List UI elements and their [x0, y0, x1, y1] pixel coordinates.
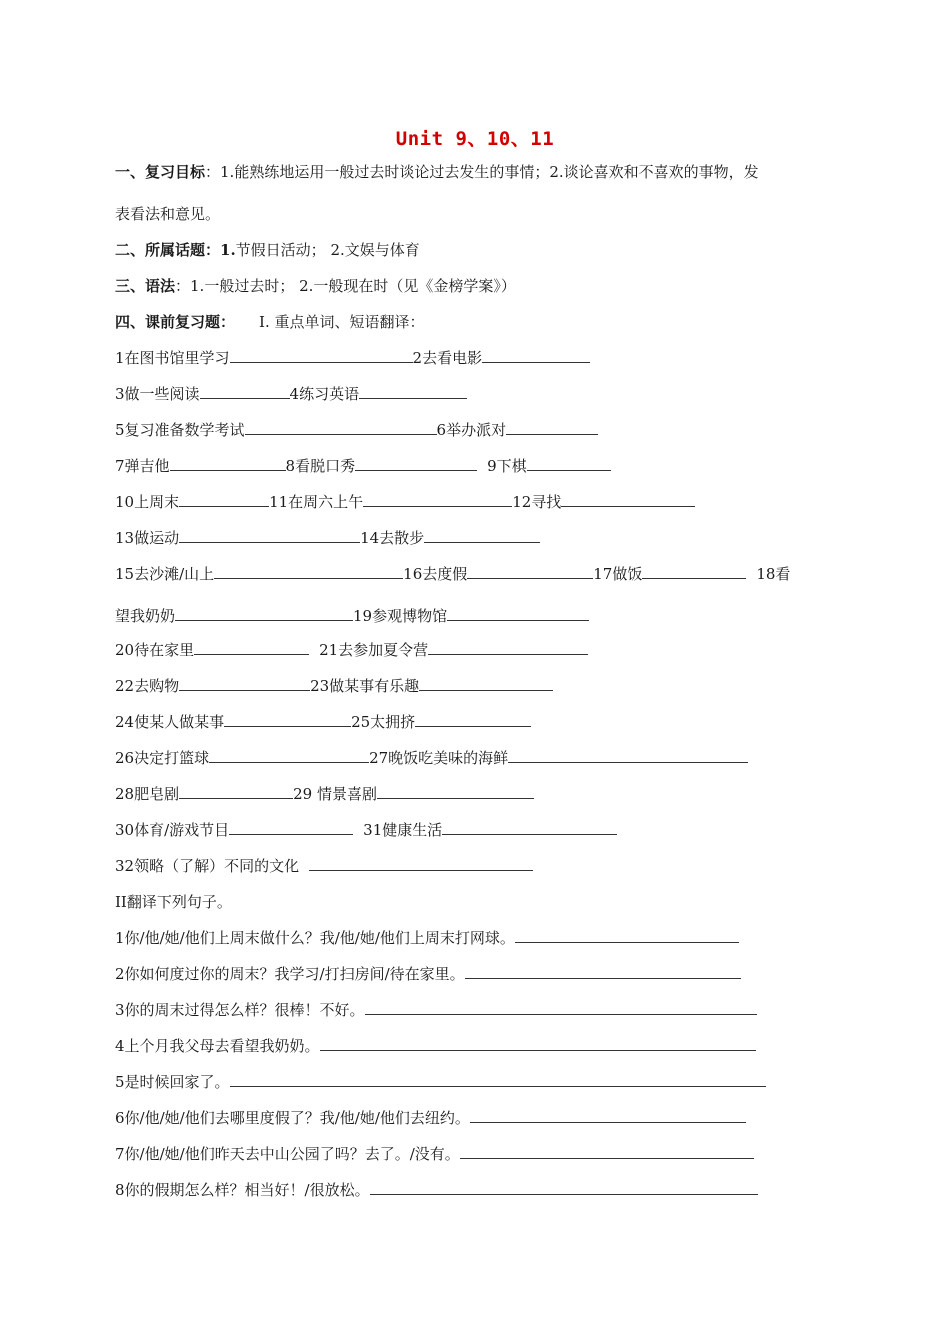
phrase-21: 21去参加夏令营 [319, 641, 429, 659]
phrase-7: 7弹吉他 [115, 457, 170, 475]
answer-blank[interactable] [209, 748, 369, 763]
phrase-27: 27晚饭吃美味的海鲜 [369, 749, 509, 767]
answer-blank[interactable] [419, 676, 553, 691]
sentence-2: 2你如何度过你的周末？我学习/打扫房间/待在家里。 [115, 965, 465, 983]
answer-blank[interactable] [355, 456, 477, 471]
phrase-14: 14去散步 [360, 529, 425, 547]
topics-text: 节假日活动； 2.文娱与体育 [235, 241, 420, 259]
answer-blank[interactable] [415, 712, 531, 727]
phrase-28: 28肥皂剧 [115, 785, 180, 803]
phrase-31: 31健康生活 [363, 821, 443, 839]
phrase-4: 4练习英语 [289, 385, 360, 403]
answer-blank[interactable] [200, 384, 290, 399]
phrase-13: 13做运动 [115, 529, 180, 547]
answer-blank[interactable] [508, 748, 748, 763]
phrase-row [115, 384, 467, 404]
sentence-3: 3你的周末过得怎么样？很棒！不好。 [115, 1001, 365, 1019]
answer-blank[interactable] [245, 420, 437, 435]
answer-blank[interactable] [370, 1180, 758, 1195]
review-goals-label: 一、复习目标 [115, 163, 206, 181]
answer-blank[interactable] [320, 1036, 756, 1051]
answer-blank[interactable] [365, 1000, 757, 1015]
phrase-15: 15去沙滩/山上 [115, 565, 215, 583]
sentence-row [115, 1180, 758, 1200]
phrase-25: 25太拥挤 [351, 713, 416, 731]
answer-blank[interactable] [179, 784, 293, 799]
answer-blank[interactable] [460, 1144, 754, 1159]
sentence-row [115, 928, 739, 948]
answer-blank[interactable] [467, 564, 593, 579]
answer-blank[interactable] [561, 492, 695, 507]
answer-blank[interactable] [482, 348, 590, 363]
phrase-19: 19参观博物馆 [353, 607, 448, 625]
topics [115, 240, 420, 260]
phrase-row [115, 420, 598, 440]
phrase-6: 6举办派对 [436, 421, 507, 439]
sentence-4: 4上个月我父母去看望我奶奶。 [115, 1037, 320, 1055]
answer-blank[interactable] [179, 676, 310, 691]
answer-blank[interactable] [175, 606, 353, 621]
phrase-row [115, 856, 533, 876]
sentence-5: 5是时候回家了。 [115, 1073, 230, 1091]
part2-heading: II翻译下列句子。 [115, 893, 232, 911]
phrase-12: 12寻找 [512, 493, 562, 511]
phrase-row [115, 564, 790, 584]
phrase-5: 5复习准备数学考试 [115, 421, 245, 439]
answer-blank[interactable] [642, 564, 746, 579]
answer-blank[interactable] [229, 820, 353, 835]
review-goals-text: ：1.能熟练地运用一般过去时谈论过去发生的事情；2.谈论喜欢和不喜欢的事物，发 [205, 163, 759, 181]
sentence-8: 8你的假期怎么样？相当好！/很放松。 [115, 1181, 370, 1199]
phrase-23: 23做某事有乐趣 [310, 677, 420, 695]
answer-blank[interactable] [527, 456, 611, 471]
review-goals [115, 162, 759, 182]
phrase-8: 8看脱口秀 [285, 457, 356, 475]
phrase-3: 3做一些阅读 [115, 385, 200, 403]
phrase-row [115, 528, 540, 548]
phrase-30: 30体育/游戏节目 [115, 821, 230, 839]
sentence-1: 1你/他/她/他们上周末做什么？我/他/她/他们上周末打网球。 [115, 929, 515, 947]
phrase-32: 32领略（了解）不同的文化 [115, 857, 300, 875]
sentence-row [115, 1000, 757, 1020]
phrase-18-cont: 望我奶奶 [115, 607, 176, 625]
answer-blank[interactable] [442, 820, 617, 835]
phrase-1: 1在图书馆里学习 [115, 349, 230, 367]
phrase-row [115, 456, 611, 476]
phrase-22: 22去购物 [115, 677, 180, 695]
sentence-6: 6你/他/她/他们去哪里度假了？我/他/她/他们去纽约。 [115, 1109, 470, 1127]
grammar-label: 三、语法 [115, 277, 176, 295]
sentence-row [115, 1072, 766, 1092]
phrase-2: 2去看电影 [412, 349, 483, 367]
answer-blank[interactable] [170, 456, 286, 471]
phrase-row [115, 348, 590, 368]
grammar-text: ：1.一般过去时； 2.一般现在时（见《金榜学案》） [175, 277, 516, 295]
phrase-row [115, 748, 748, 768]
phrase-row [115, 820, 617, 840]
phrase-row [115, 640, 588, 660]
preview-exercises [115, 312, 424, 332]
answer-blank[interactable] [506, 420, 598, 435]
answer-blank[interactable] [470, 1108, 746, 1123]
phrase-20: 20待在家里 [115, 641, 195, 659]
sentence-row [115, 1108, 746, 1128]
answer-blank[interactable] [377, 784, 534, 799]
answer-blank[interactable] [309, 856, 533, 871]
grammar [115, 276, 516, 296]
phrase-row [115, 784, 534, 804]
review-goals-cont: 表看法和意见。 [115, 205, 221, 223]
answer-blank[interactable] [179, 528, 360, 543]
answer-blank[interactable] [363, 492, 512, 507]
page-title: Unit 9、10、11 [395, 128, 555, 150]
sentence-row [115, 1144, 754, 1164]
phrase-row [115, 712, 531, 732]
answer-blank[interactable] [359, 384, 467, 399]
phrase-row [115, 492, 695, 512]
answer-blank[interactable] [194, 640, 309, 655]
phrase-26: 26决定打篮球 [115, 749, 210, 767]
answer-blank[interactable] [224, 712, 351, 727]
answer-blank[interactable] [230, 348, 413, 363]
answer-blank[interactable] [424, 528, 540, 543]
phrase-29: 29 情景喜剧 [293, 785, 377, 803]
phrase-9: 9下棋 [487, 457, 527, 475]
sentence-row [115, 1036, 756, 1056]
answer-blank[interactable] [230, 1072, 766, 1087]
phrase-row [115, 676, 553, 696]
phrase-17: 17做饭 [593, 565, 643, 583]
phrase-18: 18看 [756, 565, 791, 583]
answer-blank[interactable] [515, 928, 739, 943]
answer-blank[interactable] [214, 564, 403, 579]
phrase-11: 11在周六上午 [269, 493, 364, 511]
answer-blank[interactable] [179, 492, 269, 507]
answer-blank[interactable] [447, 606, 589, 621]
phrase-24: 24使某人做某事 [115, 713, 225, 731]
preview-label: 四、课前复习题： [115, 313, 236, 331]
phrase-row [115, 606, 589, 626]
answer-blank[interactable] [428, 640, 588, 655]
phrase-10: 10上周末 [115, 493, 180, 511]
preview-text: I. 重点单词、短语翻译： [259, 313, 425, 331]
phrase-16: 16去度假 [403, 565, 468, 583]
topics-label: 二、所属话题：1. [115, 241, 236, 259]
sentence-7: 7你/他/她/他们昨天去中山公园了吗？去了。/没有。 [115, 1145, 460, 1163]
answer-blank[interactable] [465, 964, 741, 979]
sentence-row [115, 964, 741, 984]
